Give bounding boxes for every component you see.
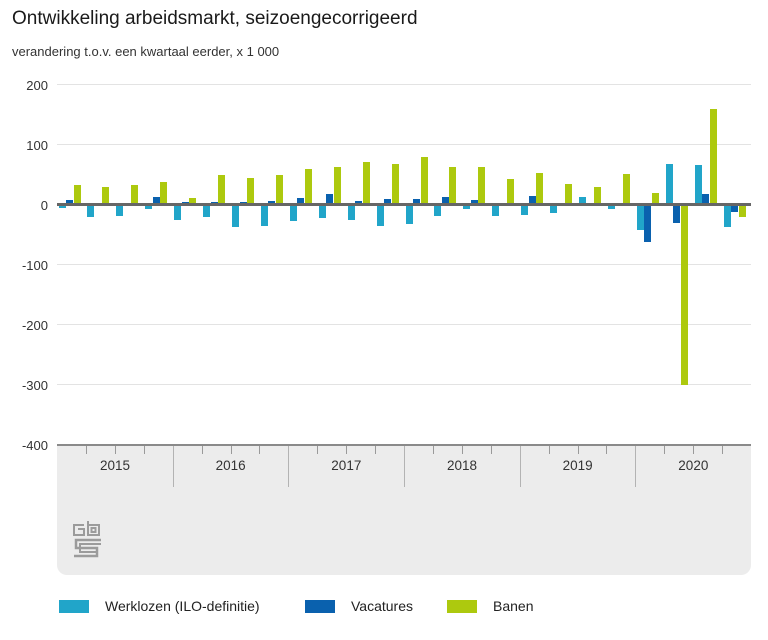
quarter-tick [86,446,87,454]
gridline--300 [57,384,751,385]
bar-werklozen-2016-Q4 [261,205,268,226]
quarter-tick [462,446,463,454]
bar-banen-2018-Q3 [478,167,485,204]
y-axis-label: 200 [26,77,48,93]
y-axis-label: -400 [21,437,48,453]
bar-banen-2019-Q2 [565,184,572,205]
bar-werklozen-2020-Q1 [637,205,644,230]
legend-item-werklozen[interactable] [59,598,260,614]
gridline-200 [57,84,751,85]
bar-banen-2018-Q1 [421,157,428,205]
y-axis-label: -100 [21,257,48,273]
year-label-2015: 2015 [99,458,131,473]
bar-werklozen-2020-Q3 [695,165,702,205]
bar-werklozen-2017-Q3 [348,205,355,220]
quarter-tick [259,446,260,454]
bar-banen-2019-Q4 [623,174,630,205]
bar-banen-2015-Q1 [74,185,81,205]
quarter-tick [578,446,579,454]
gridline--100 [57,264,751,265]
quarter-tick [549,446,550,454]
y-axis-label: 100 [26,137,48,153]
quarter-tick [202,446,203,454]
bar-werklozen-2019-Q1 [521,205,528,216]
quarter-tick [375,446,376,454]
quarter-tick [433,446,434,454]
bar-banen-2018-Q2 [449,167,456,205]
bar-banen-2020-Q3 [710,109,717,205]
bar-banen-2017-Q1 [305,169,312,204]
bar-banen-2019-Q3 [594,187,601,205]
bar-werklozen-2016-Q1 [174,205,181,221]
legend-label-banen: Banen [493,598,534,614]
year-label-2018: 2018 [446,458,478,473]
year-label-2017: 2017 [331,458,362,473]
bar-banen-2018-Q4 [507,179,514,205]
quarter-tick [606,446,607,454]
bar-vacatures-2020-Q1 [644,205,651,242]
year-label-2016: 2016 [215,458,246,473]
legend-swatch-banen [447,600,477,613]
quarter-tick [231,446,232,454]
chart-title: Ontwikkeling arbeidsmarkt, seizoengecorrigeerd [12,8,418,29]
quarter-tick [722,446,723,454]
gridline-100 [57,144,751,145]
bar-banen-2020-Q2 [681,205,688,385]
quarter-tick [144,446,145,454]
bar-banen-2020-Q4 [739,205,746,217]
bar-banen-2016-Q2 [218,175,225,205]
chart-subtitle: verandering t.o.v. een kwartaal eerder, x 1 000 [12,44,280,59]
bar-banen-2015-Q2 [102,187,109,205]
year-label-2020: 2020 [678,458,709,473]
y-axis-label: -200 [21,317,48,333]
legend [59,598,759,620]
quarter-tick [491,446,492,454]
bar-werklozen-2020-Q4 [724,205,731,227]
bar-banen-2019-Q1 [536,173,543,204]
bar-werklozen-2015-Q2 [87,205,94,218]
quarter-tick [115,446,116,454]
y-axis-label: -300 [21,377,48,393]
bar-werklozen-2018-Q1 [406,205,413,225]
bar-banen-2017-Q3 [363,162,370,205]
bar-werklozen-2020-Q2 [666,164,673,205]
bar-werklozen-2016-Q2 [203,205,210,217]
quarter-tick [346,446,347,454]
cbs-logo-icon [71,517,105,561]
bar-werklozen-2018-Q2 [434,205,441,216]
bar-banen-2016-Q3 [247,178,254,204]
gridline--200 [57,324,751,325]
bar-banen-2015-Q3 [131,185,138,204]
bar-werklozen-2017-Q4 [377,205,384,226]
bar-vacatures-2020-Q2 [673,205,680,223]
bar-werklozen-2017-Q1 [290,205,297,221]
bar-werklozen-2018-Q4 [492,205,499,216]
bar-werklozen-2015-Q3 [116,205,123,216]
year-label-2019: 2019 [562,458,593,473]
bar-banen-2015-Q4 [160,182,167,205]
legend-item-vacatures[interactable] [305,598,413,614]
legend-label-werklozen: Werklozen (ILO-definitie) [105,598,260,614]
bar-werklozen-2017-Q2 [319,205,326,218]
bar-banen-2017-Q4 [392,164,399,204]
bar-banen-2016-Q4 [276,175,283,204]
legend-swatch-werklozen [59,600,89,613]
quarter-tick [664,446,665,454]
quarter-tick [693,446,694,454]
quarter-tick [317,446,318,454]
legend-swatch-vacatures [305,600,335,613]
y-axis-label: 0 [40,197,48,213]
legend-item-banen[interactable] [447,598,533,614]
zero-line [57,203,751,206]
x-axis-panel [57,444,751,575]
bar-werklozen-2016-Q3 [232,205,239,227]
legend-label-vacatures: Vacatures [351,598,413,614]
bar-banen-2017-Q2 [334,167,341,204]
